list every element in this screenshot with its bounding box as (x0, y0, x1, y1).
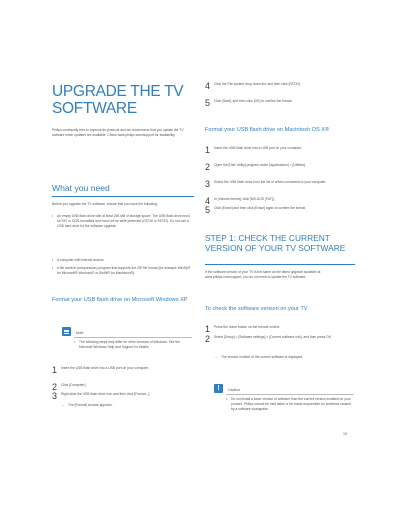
page-number: 15 (343, 432, 347, 436)
caution-text: • Do not install a lower version of software than the current version installed on your product. Philips cannot be held liable or be made responsible for problems caused by a software downgrade. (226, 397, 351, 412)
mac-step-1: 1 Insert the USB flash drive into a USB port on your computer. (205, 145, 302, 155)
bullet-icon: • (74, 340, 76, 344)
what-you-need-heading: What you need (52, 183, 110, 193)
step1-intro: If the software version of your TV is the same as the latest upgrade available at www.philips.com/support, you do not need to update the TV software. (205, 270, 321, 280)
note-icon (62, 327, 71, 336)
step-1: 1 Insert the USB flash drive into a USB port on your computer. (52, 365, 149, 375)
bullet-icon: • (52, 258, 54, 262)
check-step-1: 1 Press the home button on the remote control. (205, 324, 281, 334)
mac-step-4: 4 In [Volume format], click [MS-DOS (FAT)]. (205, 196, 275, 206)
step-3-result: → The [Format] window appears. (61, 403, 113, 407)
mac-step-3: 3 Select the USB flash drive from the list of drives connected to your computer. (205, 179, 327, 189)
list-item: • A file archive (compression) program that supports the ZIP file format (for example WinZip® for Microsoft® Windows® or StuffIt® for Macintosh®). (52, 266, 191, 276)
step1-heading: STEP 1: CHECK THE CURRENT VERSION OF YOUR TV SOFTWARE (205, 233, 346, 253)
bullet-icon: • (52, 214, 54, 218)
what-you-need-intro: Before you upgrade the TV software, ensure that you have the following: (52, 202, 158, 206)
arrow-icon: → (61, 403, 65, 407)
step-5: 5 Click [Start], and then click [OK] to confirm the format. (205, 98, 293, 108)
format-windows-heading: Format your USB flash drive on Microsoft Windows XP (52, 297, 188, 303)
list-item: • A computer with internet access. (52, 258, 105, 262)
heading-rule (205, 264, 355, 265)
bullet-icon: • (226, 397, 228, 401)
mac-step-2: 2 Open the [Disk Utility] program under [Applications] > [Utilities]. (205, 162, 306, 172)
step-4: 4 Click the File system drop-down list, and then click [FAT32]. (205, 81, 301, 91)
note-text: • The following steps may differ for other versions of Windows. See the Microsoft Windows Help and Support for details. (74, 340, 181, 350)
heading-rule (52, 196, 194, 197)
check-step-2-result: → The version number of the current software is displayed. (214, 355, 304, 359)
intro-paragraph: Philips continually tries to improve its products and we recommend that you update the TV software when updates are available. Check www.philips.com/support for availability. (52, 128, 184, 138)
caution-icon: ! (214, 384, 223, 393)
step-3: 3 Right-click the USB flash drive icon and then click [Format...]. (52, 391, 151, 401)
format-mac-heading: Format your USB flash drive on Macintosh OS X® (205, 127, 330, 133)
check-step-2: 2 Select [Setup] > [Software settings] > [Current software info], and then press OK. (205, 334, 332, 344)
list-item: • An empty USB flash drive with at least 256 MB of storage space. The USB flash drive must be FAT or DOS-formatted and must not be write protected (FAT16 or FAT32). Do not use a USB hard drive for the software upgrade. (52, 214, 190, 229)
step-2: 2 Click [Computer]. (52, 382, 87, 392)
arrow-icon: → (214, 355, 218, 359)
mac-step-5: 5 Click [Erase] and then click [Erase] again to confirm the format. (205, 205, 306, 215)
note-rule (74, 337, 192, 338)
bullet-icon: • (52, 266, 54, 270)
caution-rule (226, 394, 354, 395)
note-label: Note (76, 331, 84, 335)
caution-label: Caution (228, 388, 241, 392)
page-title: UPGRADE THE TV SOFTWARE (52, 83, 184, 117)
check-version-heading: To check the software version on your TV (205, 306, 308, 312)
